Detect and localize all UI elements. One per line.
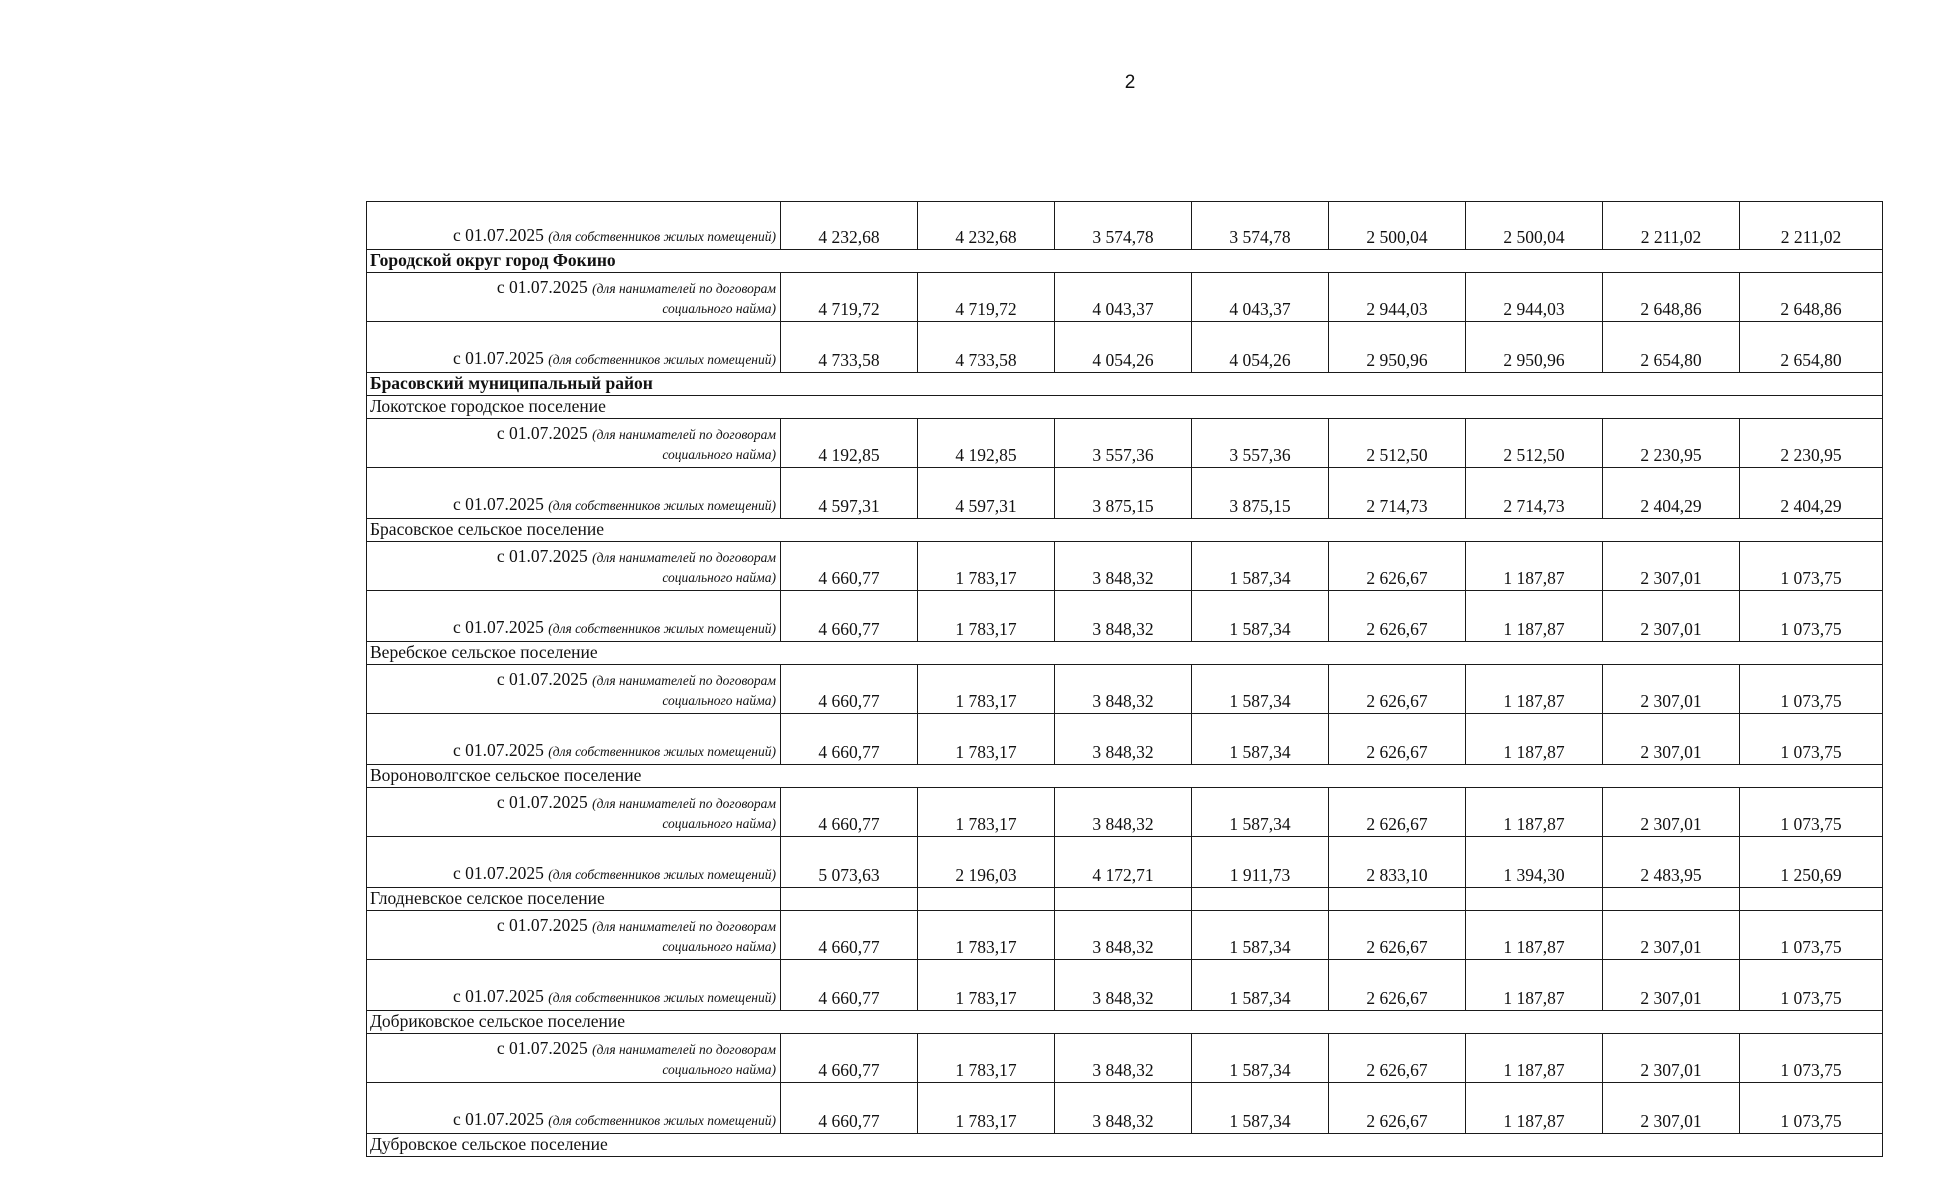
tariff-value: 1 587,34 [1192, 542, 1329, 591]
row-label-tenants [367, 911, 781, 960]
section-header-row [367, 250, 1883, 273]
tariff-value: 2 404,29 [1603, 468, 1740, 519]
tariff-value: 2 648,86 [1603, 273, 1740, 322]
table-row [367, 665, 1883, 714]
table-row [367, 202, 1883, 250]
tariff-value: 2 307,01 [1603, 1083, 1740, 1134]
tariff-value: 2 307,01 [1603, 665, 1740, 714]
date-text: с 01.07.2025 [452, 617, 544, 637]
tariff-value: 1 911,73 [1192, 837, 1329, 888]
tariff-value: 5 073,63 [781, 837, 918, 888]
tariff-value: 3 875,15 [1055, 468, 1192, 519]
tariff-value: 1 587,34 [1192, 788, 1329, 837]
tariff-value: 4 660,77 [781, 911, 918, 960]
tariff-value: 2 626,67 [1329, 591, 1466, 642]
section-header-row [367, 765, 1883, 788]
tariff-value: 4 719,72 [781, 273, 918, 322]
date-text: с 01.07.2025 [496, 546, 588, 566]
tariff-value: 2 944,03 [1329, 273, 1466, 322]
tariff-value: 4 660,77 [781, 542, 918, 591]
tariff-value: 1 783,17 [918, 542, 1055, 591]
tariff-value: 3 557,36 [1055, 419, 1192, 468]
table-row [367, 714, 1883, 765]
tariff-value: 2 307,01 [1603, 788, 1740, 837]
tariff-value: 2 626,67 [1329, 960, 1466, 1011]
empty-cell [918, 888, 1055, 911]
tariff-value: 2 211,02 [1740, 202, 1883, 250]
tariff-value: 2 230,95 [1740, 419, 1883, 468]
owners-note: (для собственников жилых помещений) [548, 990, 776, 1005]
tariff-value: 4 043,37 [1192, 273, 1329, 322]
tariff-value: 1 783,17 [918, 788, 1055, 837]
tariff-value: 2 833,10 [1329, 837, 1466, 888]
empty-cell [781, 888, 918, 911]
owners-note: (для собственников жилых помещений) [548, 621, 776, 636]
section-title: Дубровское сельское поселение [367, 1134, 1883, 1157]
tariff-value: 2 307,01 [1603, 960, 1740, 1011]
tenants-note-line1: (для нанимателей по договорам [592, 919, 776, 934]
tariff-value: 4 232,68 [918, 202, 1055, 250]
tariff-value: 2 307,01 [1603, 911, 1740, 960]
tariff-value: 1 073,75 [1740, 591, 1883, 642]
empty-cell [1329, 888, 1466, 911]
tariff-value: 1 073,75 [1740, 911, 1883, 960]
table-row [367, 591, 1883, 642]
tariff-value: 4 719,72 [918, 273, 1055, 322]
tariff-value: 4 660,77 [781, 788, 918, 837]
tariff-value: 3 848,32 [1055, 1083, 1192, 1134]
empty-cell [1055, 888, 1192, 911]
tariff-value: 1 073,75 [1740, 542, 1883, 591]
tariff-table-body [367, 202, 1883, 1157]
row-label-owners [367, 468, 781, 519]
tariff-value: 4 192,85 [781, 419, 918, 468]
row-label-tenants [367, 788, 781, 837]
tariff-value: 2 626,67 [1329, 911, 1466, 960]
tariff-value: 3 557,36 [1192, 419, 1329, 468]
date-text: с 01.07.2025 [496, 915, 588, 935]
tariff-value: 2 500,04 [1329, 202, 1466, 250]
tariff-value: 2 512,50 [1466, 419, 1603, 468]
section-header-row [367, 519, 1883, 542]
owners-note: (для собственников жилых помещений) [548, 352, 776, 367]
section-title: Вороноволгское сельское поселение [367, 765, 1883, 788]
date-text: с 01.07.2025 [452, 348, 544, 368]
tariff-value: 2 500,04 [1466, 202, 1603, 250]
tenants-note-line2: социального найма) [662, 447, 776, 462]
tariff-value: 4 172,71 [1055, 837, 1192, 888]
section-title: Глодневское селское поселение [367, 888, 781, 911]
empty-cell [1192, 888, 1329, 911]
tariff-value: 1 073,75 [1740, 960, 1883, 1011]
date-text: с 01.07.2025 [452, 1109, 544, 1129]
tariff-value: 4 597,31 [781, 468, 918, 519]
tariff-value: 4 054,26 [1055, 322, 1192, 373]
tariff-value: 4 660,77 [781, 591, 918, 642]
tenants-note-line1: (для нанимателей по договорам [592, 281, 776, 296]
tariff-value: 3 848,32 [1055, 714, 1192, 765]
tariff-value: 3 848,32 [1055, 1034, 1192, 1083]
owners-note: (для собственников жилых помещений) [548, 229, 776, 244]
table-row [367, 960, 1883, 1011]
row-label-owners [367, 1083, 781, 1134]
tenants-note-line2: социального найма) [662, 939, 776, 954]
row-label-tenants [367, 419, 781, 468]
tariff-value: 2 626,67 [1329, 542, 1466, 591]
table-row [367, 1083, 1883, 1134]
section-title: Веребское сельское поселение [367, 642, 1883, 665]
row-label-tenants [367, 273, 781, 322]
date-text: с 01.07.2025 [496, 1038, 588, 1058]
tariff-value: 1 587,34 [1192, 714, 1329, 765]
date-text: с 01.07.2025 [496, 669, 588, 689]
tariff-value: 1 587,34 [1192, 911, 1329, 960]
empty-cell [1466, 888, 1603, 911]
tariff-value: 1 783,17 [918, 591, 1055, 642]
table-row [367, 322, 1883, 373]
date-text: с 01.07.2025 [452, 225, 544, 245]
tariff-value: 2 307,01 [1603, 1034, 1740, 1083]
table-row [367, 273, 1883, 322]
table-row [367, 911, 1883, 960]
tenants-note-line2: социального найма) [662, 301, 776, 316]
table-row [367, 419, 1883, 468]
tariff-value: 1 783,17 [918, 1083, 1055, 1134]
tariff-value: 1 587,34 [1192, 1034, 1329, 1083]
tariff-value: 1 073,75 [1740, 665, 1883, 714]
section-title: Городской округ город Фокино [367, 250, 1883, 273]
tariff-value: 3 848,32 [1055, 665, 1192, 714]
section-title: Брасовское сельское поселение [367, 519, 1883, 542]
tenants-note-line2: социального найма) [662, 1062, 776, 1077]
date-text: с 01.07.2025 [496, 277, 588, 297]
tariff-value: 1 783,17 [918, 960, 1055, 1011]
date-text: с 01.07.2025 [496, 792, 588, 812]
tariff-value: 4 597,31 [918, 468, 1055, 519]
tariff-value: 3 875,15 [1192, 468, 1329, 519]
tariff-value: 2 211,02 [1603, 202, 1740, 250]
date-text: с 01.07.2025 [452, 986, 544, 1006]
tariff-value: 2 648,86 [1740, 273, 1883, 322]
tariff-value: 1 250,69 [1740, 837, 1883, 888]
row-label-owners [367, 591, 781, 642]
row-label-owners [367, 837, 781, 888]
tariff-value: 2 626,67 [1329, 788, 1466, 837]
tariff-value: 1 187,87 [1466, 591, 1603, 642]
tariff-value: 2 307,01 [1603, 542, 1740, 591]
tariff-value: 2 950,96 [1329, 322, 1466, 373]
tariff-value: 1 073,75 [1740, 1083, 1883, 1134]
tariff-value: 1 187,87 [1466, 542, 1603, 591]
date-text: с 01.07.2025 [452, 863, 544, 883]
tariff-value: 3 848,32 [1055, 788, 1192, 837]
date-text: с 01.07.2025 [452, 494, 544, 514]
tenants-note-line2: социального найма) [662, 693, 776, 708]
section-title: Добриковское сельское поселение [367, 1011, 1883, 1034]
section-title: Локотское городское поселение [367, 396, 1883, 419]
tariff-value: 2 230,95 [1603, 419, 1740, 468]
tariff-value: 3 848,32 [1055, 911, 1192, 960]
section-header-row [367, 1011, 1883, 1034]
row-label-tenants [367, 542, 781, 591]
tariff-value: 2 654,80 [1603, 322, 1740, 373]
empty-cell [1740, 888, 1883, 911]
tariff-value: 1 073,75 [1740, 714, 1883, 765]
tariff-value: 4 192,85 [918, 419, 1055, 468]
tenants-note-line2: социального найма) [662, 816, 776, 831]
tariff-value: 4 733,58 [781, 322, 918, 373]
owners-note: (для собственников жилых помещений) [548, 1113, 776, 1128]
tariff-value: 4 043,37 [1055, 273, 1192, 322]
tenants-note-line1: (для нанимателей по договорам [592, 796, 776, 811]
row-label-owners [367, 322, 781, 373]
tariff-value: 2 654,80 [1740, 322, 1883, 373]
tariff-value: 4 232,68 [781, 202, 918, 250]
tariff-value: 2 626,67 [1329, 1034, 1466, 1083]
tariff-value: 2 196,03 [918, 837, 1055, 888]
tariff-value: 2 307,01 [1603, 714, 1740, 765]
tariff-table [366, 201, 1883, 1157]
section-header-row [367, 1134, 1883, 1157]
owners-note: (для собственников жилых помещений) [548, 867, 776, 882]
tariff-value: 3 848,32 [1055, 591, 1192, 642]
tariff-value: 4 660,77 [781, 1083, 918, 1134]
tenants-note-line1: (для нанимателей по договорам [592, 550, 776, 565]
tariff-value: 2 714,73 [1466, 468, 1603, 519]
tariff-value: 4 660,77 [781, 714, 918, 765]
table-row [367, 788, 1883, 837]
row-label-tenants [367, 665, 781, 714]
tariff-value: 1 783,17 [918, 1034, 1055, 1083]
table-row [367, 468, 1883, 519]
tariff-value: 1 587,34 [1192, 960, 1329, 1011]
table-row [367, 837, 1883, 888]
tariff-value: 3 574,78 [1055, 202, 1192, 250]
tariff-value: 1 187,87 [1466, 1034, 1603, 1083]
row-label-owners [367, 202, 781, 250]
tenants-note-line1: (для нанимателей по договорам [592, 427, 776, 442]
page-number: 2 [1124, 72, 1136, 93]
owners-note: (для собственников жилых помещений) [548, 498, 776, 513]
tariff-value: 1 187,87 [1466, 1083, 1603, 1134]
tariff-value: 3 848,32 [1055, 542, 1192, 591]
section-header-row [367, 642, 1883, 665]
tariff-value: 2 950,96 [1466, 322, 1603, 373]
tariff-value: 2 512,50 [1329, 419, 1466, 468]
tariff-value: 1 394,30 [1466, 837, 1603, 888]
tenants-note-line2: социального найма) [662, 570, 776, 585]
date-text: с 01.07.2025 [496, 423, 588, 443]
tariff-value: 2 944,03 [1466, 273, 1603, 322]
tariff-value: 4 733,58 [918, 322, 1055, 373]
tariff-value: 2 404,29 [1740, 468, 1883, 519]
tariff-value: 2 714,73 [1329, 468, 1466, 519]
section-header-row [367, 396, 1883, 419]
table-row [367, 1034, 1883, 1083]
tariff-value: 1 783,17 [918, 714, 1055, 765]
tariff-value: 4 054,26 [1192, 322, 1329, 373]
tariff-value: 1 783,17 [918, 911, 1055, 960]
section-title: Брасовский муниципальный район [367, 373, 1883, 396]
tariff-value: 2 307,01 [1603, 591, 1740, 642]
tariff-value: 1 073,75 [1740, 788, 1883, 837]
tariff-value: 1 587,34 [1192, 665, 1329, 714]
table-row [367, 542, 1883, 591]
tariff-value: 4 660,77 [781, 960, 918, 1011]
tariff-value: 2 483,95 [1603, 837, 1740, 888]
tariff-value: 4 660,77 [781, 665, 918, 714]
owners-note: (для собственников жилых помещений) [548, 744, 776, 759]
empty-cell [1603, 888, 1740, 911]
tariff-value: 1 783,17 [918, 665, 1055, 714]
tenants-note-line1: (для нанимателей по договорам [592, 1042, 776, 1057]
tariff-value: 4 660,77 [781, 1034, 918, 1083]
tariff-value: 1 073,75 [1740, 1034, 1883, 1083]
tariff-value: 3 848,32 [1055, 960, 1192, 1011]
section-header-row [367, 888, 1883, 911]
tariff-value: 1 587,34 [1192, 591, 1329, 642]
tariff-value: 2 626,67 [1329, 1083, 1466, 1134]
row-label-owners [367, 960, 781, 1011]
tariff-value: 2 626,67 [1329, 665, 1466, 714]
tariff-value: 3 574,78 [1192, 202, 1329, 250]
tariff-value: 1 587,34 [1192, 1083, 1329, 1134]
date-text: с 01.07.2025 [452, 740, 544, 760]
tariff-value: 1 187,87 [1466, 960, 1603, 1011]
tariff-value: 2 626,67 [1329, 714, 1466, 765]
tariff-value: 1 187,87 [1466, 665, 1603, 714]
section-header-row [367, 373, 1883, 396]
tariff-value: 1 187,87 [1466, 911, 1603, 960]
tariff-value: 1 187,87 [1466, 788, 1603, 837]
row-label-tenants [367, 1034, 781, 1083]
tariff-value: 1 187,87 [1466, 714, 1603, 765]
row-label-owners [367, 714, 781, 765]
tenants-note-line1: (для нанимателей по договорам [592, 673, 776, 688]
